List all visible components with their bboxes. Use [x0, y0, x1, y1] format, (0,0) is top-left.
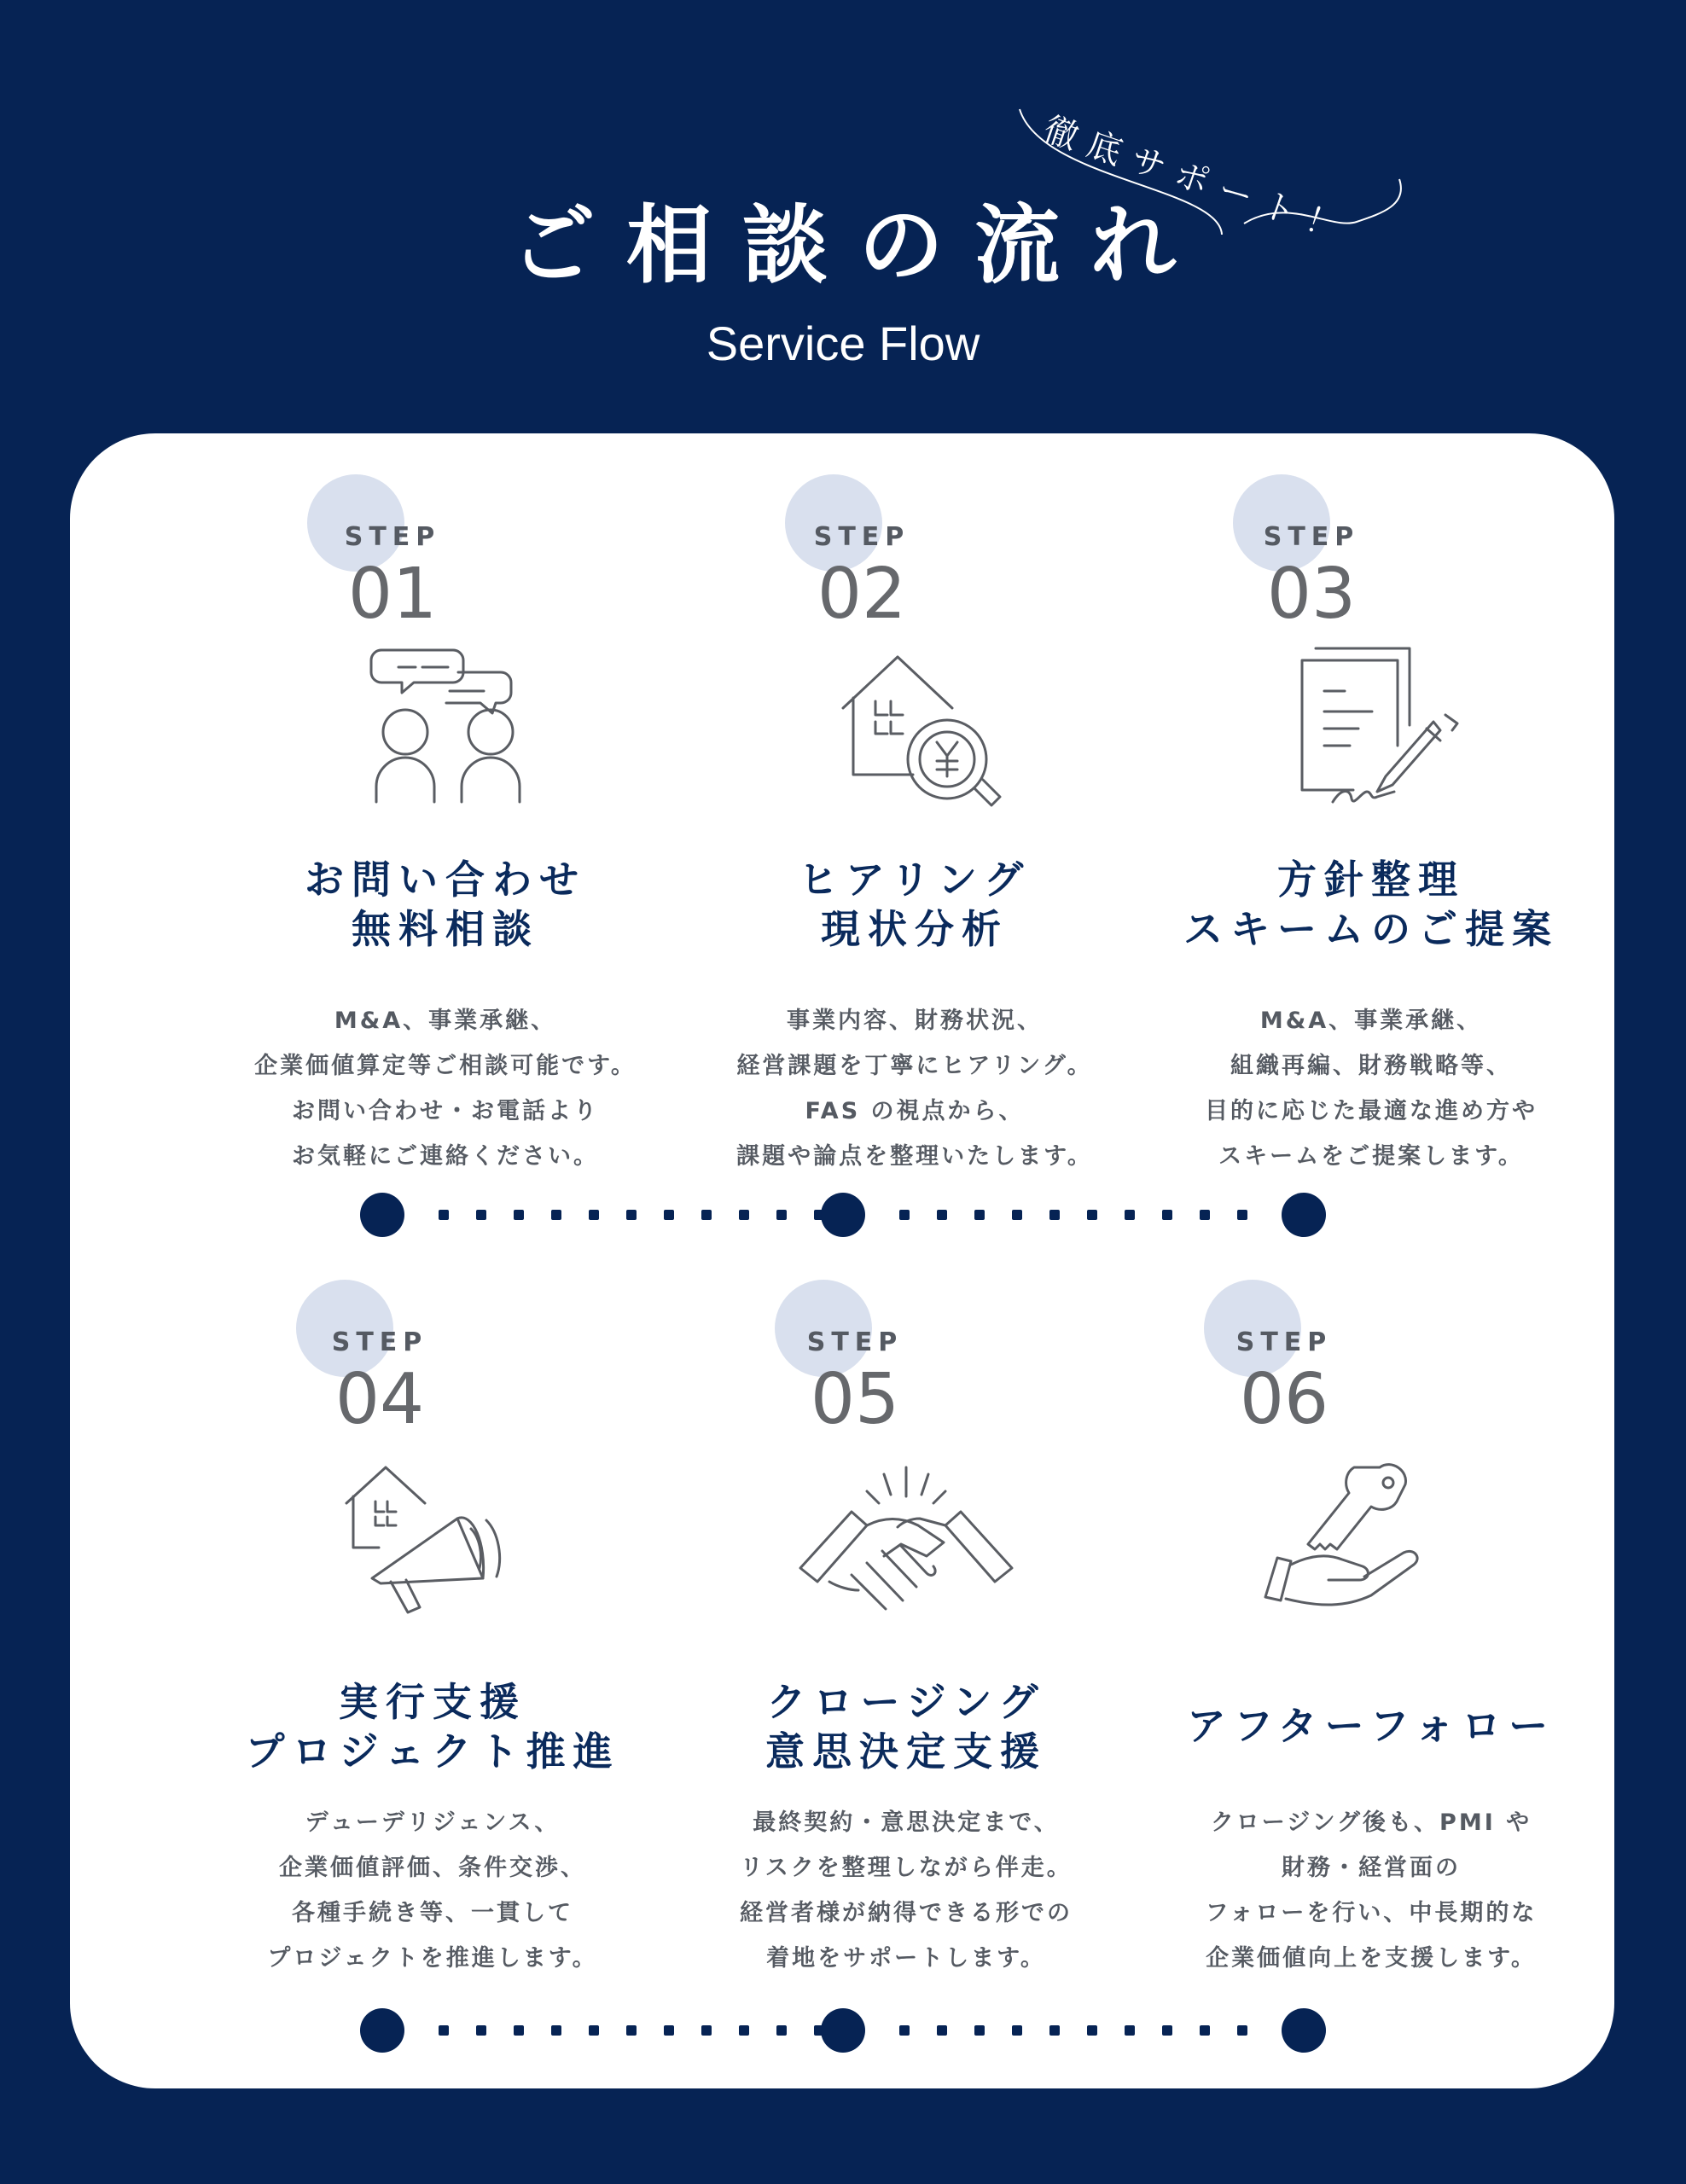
connector-dot — [701, 2025, 712, 2036]
step-desc-line: プロジェクトを推進します。 — [267, 1945, 598, 1972]
connector-dot — [899, 1210, 910, 1220]
step-number: 04 — [334, 1359, 425, 1440]
step-04 — [168, 1266, 697, 2077]
step-desc-line: 最終契約・意思決定まで、 — [753, 1809, 1060, 1836]
step-description — [181, 998, 710, 1179]
connector-dot — [476, 2025, 486, 2036]
handshake-icon — [795, 1455, 1017, 1626]
step-description — [650, 998, 1179, 1179]
step-label: STEP — [331, 1327, 428, 1357]
step-title — [650, 855, 1179, 954]
connector-dot — [551, 1210, 561, 1220]
connector-dot — [1012, 1210, 1022, 1220]
house-yen-magnifier-icon — [838, 640, 1009, 810]
connector-dot — [1200, 2025, 1210, 2036]
connector-dot — [551, 2025, 561, 2036]
step-desc-line: お気軽にご連絡ください。 — [292, 1143, 599, 1170]
step-title-line: アフターフォロー — [1186, 1703, 1556, 1749]
step-desc-line: 財務・経営面の — [1282, 1855, 1461, 1881]
step-desc-line: M&A、事業承継、 — [334, 1008, 557, 1034]
connector-dot — [514, 1210, 524, 1220]
step-label: STEP — [344, 522, 441, 552]
step-desc-line: 組織再編、財務戦略等、 — [1230, 1053, 1512, 1079]
step-desc-line: お問い合わせ・お電話より — [292, 1098, 599, 1124]
connector-dot — [701, 1210, 712, 1220]
connector-dot — [1087, 2025, 1097, 2036]
connector-dot — [899, 2025, 910, 2036]
connector-dot — [739, 2025, 749, 2036]
connector-dot — [739, 1210, 749, 1220]
connector-dot — [1237, 1210, 1247, 1220]
step-number: 02 — [817, 554, 907, 635]
connector-dot — [1087, 1210, 1097, 1220]
step-label: STEP — [1235, 1327, 1333, 1357]
house-megaphone-icon — [343, 1461, 514, 1631]
page-title: ご相談の流れ — [510, 195, 1206, 295]
step-title-line: 意思決定支援 — [765, 1728, 1047, 1774]
step-06 — [1107, 1266, 1636, 2077]
step-desc-line: 目的に応じた最適な進め方や — [1205, 1098, 1538, 1124]
step-title-line: 無料相談 — [352, 906, 539, 952]
connector-dot — [476, 1210, 486, 1220]
connector-dot — [937, 1210, 947, 1220]
connector-dot — [589, 1210, 599, 1220]
connector-dot — [1125, 2025, 1135, 2036]
progress-dots-row-1 — [70, 1193, 1614, 1244]
step-title-line: ヒアリング — [798, 857, 1032, 903]
connector-dot — [1237, 2025, 1247, 2036]
connector-dot — [776, 2025, 787, 2036]
step-desc-line: 各種手続き等、一貫して — [292, 1900, 573, 1926]
step-01 — [181, 461, 710, 1271]
step-desc-line: 経営者様が納得できる形での — [740, 1900, 1073, 1926]
flow-card — [70, 433, 1614, 2088]
step-label: STEP — [806, 1327, 904, 1357]
step-desc-line: デューデリジェンス、 — [305, 1809, 561, 1836]
step-desc-line: フォローを行い、中長期的な — [1205, 1900, 1538, 1926]
step-desc-line: FAS の視点から、 — [805, 1098, 1025, 1124]
step-title — [168, 1677, 697, 1776]
connector-dot — [626, 1210, 637, 1220]
connector-dot — [664, 1210, 674, 1220]
step-dot — [360, 2008, 404, 2053]
connector-dot — [1162, 2025, 1172, 2036]
tagline: 徹底サポート！ — [1038, 109, 1357, 253]
step-desc-line: 企業価値評価、条件交渉、 — [279, 1855, 586, 1881]
step-desc-line: 課題や論点を整理いたします。 — [736, 1143, 1093, 1170]
connector-dot — [514, 2025, 524, 2036]
step-title-line: お問い合わせ — [305, 857, 586, 903]
step-desc-line: 経営課題を丁寧にヒアリング。 — [736, 1053, 1093, 1079]
step-label: STEP — [1263, 522, 1360, 552]
consultation-people-icon — [364, 640, 535, 810]
step-title — [181, 855, 710, 954]
step-number: 01 — [347, 554, 438, 635]
connector-dot — [1049, 2025, 1060, 2036]
step-title-line: 方針整理 — [1277, 857, 1465, 903]
step-number: 06 — [1239, 1359, 1329, 1440]
connector-dot — [974, 1210, 985, 1220]
step-label: STEP — [813, 522, 910, 552]
connector-dot — [1012, 2025, 1022, 2036]
step-desc-line: 企業価値算定等ご相談可能です。 — [254, 1053, 637, 1079]
step-title-line: プロジェクト推進 — [245, 1728, 620, 1774]
step-desc-line: 企業価値向上を支援します。 — [1206, 1945, 1537, 1972]
step-title — [1107, 1701, 1636, 1751]
step-dot — [821, 2008, 865, 2053]
step-dot — [1282, 1193, 1326, 1237]
step-number: 03 — [1266, 554, 1357, 635]
connector-dot — [439, 2025, 449, 2036]
step-desc-line: 事業内容、財務状況、 — [787, 1008, 1043, 1034]
connector-dot — [1162, 1210, 1172, 1220]
step-title-line: 実行支援 — [339, 1679, 526, 1725]
step-dot — [821, 1193, 865, 1237]
step-title-line: クロージング — [766, 1679, 1046, 1725]
connector-dot — [1049, 1210, 1060, 1220]
connector-dot — [664, 2025, 674, 2036]
step-title — [642, 1677, 1171, 1776]
step-title-line: 現状分析 — [821, 906, 1009, 952]
step-desc-line: M&A、事業承継、 — [1259, 1008, 1483, 1034]
step-description — [1107, 998, 1636, 1179]
connector-dot — [974, 2025, 985, 2036]
step-description — [642, 1800, 1171, 1981]
connector-dot — [937, 2025, 947, 2036]
step-description — [168, 1800, 697, 1981]
connector-dot — [626, 2025, 637, 2036]
connector-dot — [1200, 1210, 1210, 1220]
connector-dot — [439, 1210, 449, 1220]
step-desc-line: クロージング後も、PMI や — [1210, 1809, 1532, 1836]
progress-dots-row-2 — [70, 2008, 1614, 2059]
step-desc-line: 着地をサポートします。 — [766, 1945, 1046, 1972]
step-dot — [360, 1193, 404, 1237]
step-description — [1107, 1800, 1636, 1981]
header — [0, 0, 1686, 427]
page-subtitle: Service Flow — [706, 317, 980, 370]
step-number: 05 — [810, 1359, 900, 1440]
connector-dot — [589, 2025, 599, 2036]
step-03 — [1107, 461, 1636, 1271]
key-hand-icon — [1260, 1455, 1431, 1626]
connector-dot — [776, 1210, 787, 1220]
step-title — [1107, 855, 1636, 954]
step-dot — [1282, 2008, 1326, 2053]
connector-dot — [1125, 1210, 1135, 1220]
step-title-line: スキームのご提案 — [1183, 906, 1559, 952]
document-pen-icon — [1290, 640, 1461, 810]
step-desc-line: スキームをご提案します。 — [1218, 1143, 1524, 1170]
step-desc-line: リスクを整理しながら伴走。 — [740, 1855, 1073, 1881]
